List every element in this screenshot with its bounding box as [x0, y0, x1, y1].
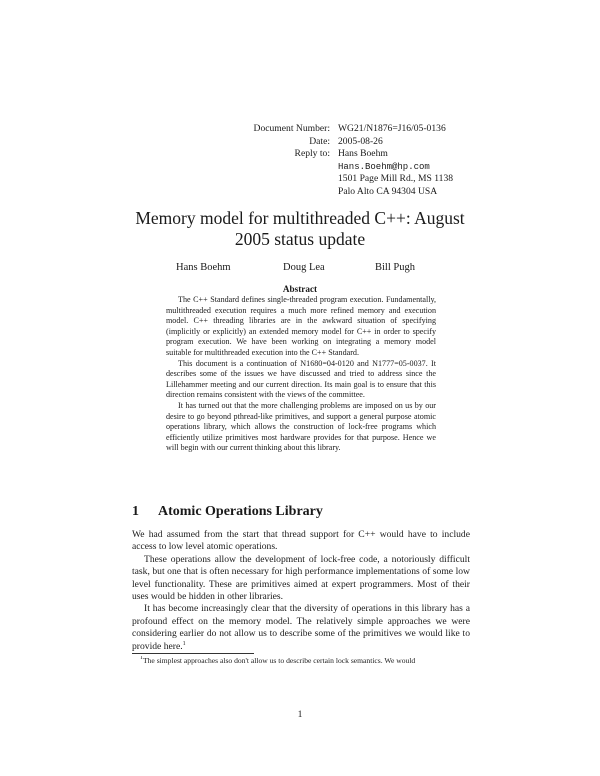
page-number: 1	[297, 709, 303, 720]
footnote-marker[interactable]: 1	[182, 640, 186, 647]
footnote-number: 1	[140, 656, 143, 662]
abstract-heading: Abstract	[282, 284, 318, 294]
author-name: Bill Pugh	[375, 262, 415, 273]
body-paragraph: These operations allow the development of lock-free code, a notoriously difficult task, but one that is often necessary for high performance implementations of some low level functionality. These are primitives aimed at expert programmers. Most of their uses would be hidden in other libraries.	[132, 553, 470, 603]
header-value: Hans Boehm	[338, 148, 388, 160]
abstract-paragraph: It has turned out that the more challenging problems are imposed on us by our desire to go beyond pthread-like primitives, and support a general purpose atomic operations library, which allows the construction of lock-free programs which efficiently utilize primitives most hardware provides for that purpose. Hence we will begin with our current thinking about this library.	[166, 400, 436, 453]
body-paragraph-text: It has become increasingly clear that the diversity of operations in this library has a profound effect on the memory model. The relatively simple approaches we were considering earlier do not allow us to describe some of the primitives we would like to provide here.	[132, 603, 470, 652]
header-value: WG21/N1876=J16/05-0136	[338, 123, 446, 134]
header-key: Reply to:	[294, 148, 330, 160]
contact-email: Hans.Boehm@hp.com	[338, 161, 430, 172]
body-paragraph: We had assumed from the start that thread support for C++ would have to include access to low level atomic operations.	[132, 529, 470, 553]
footnote	[132, 656, 472, 666]
address-line: Palo Alto CA 94304 USA	[338, 185, 438, 197]
abstract-body	[166, 295, 436, 454]
address-line: 1501 Page Mill Rd., MS 1138	[338, 173, 454, 185]
header-value: 2005-08-26	[338, 135, 383, 147]
section-body	[132, 529, 470, 653]
header-key: Date:	[309, 135, 330, 147]
footnote-rule	[132, 653, 254, 654]
body-paragraph	[132, 603, 470, 653]
header-key: Document Number:	[253, 123, 330, 134]
author-name: Hans Boehm	[176, 262, 231, 273]
header-row-email	[238, 161, 508, 174]
section-heading	[132, 504, 323, 520]
header-row-docnum	[238, 123, 508, 136]
document-header	[238, 123, 508, 199]
header-row-address1	[238, 173, 508, 186]
section-title: Atomic Operations Library	[158, 504, 323, 519]
abstract-paragraph: The C++ Standard defines single-threaded program execution. Fundamentally, multithreaded execution requires a much more refined memory and execution model. C++ threading libraries are in the awkward situation of specifying (implicitly or explicitly) an extended memory model for C++ in order to specify program execution. We have been working on integrating a memory model suitable for multithreaded execution into the C++ Standard.	[166, 295, 436, 357]
header-row-address2	[238, 186, 508, 199]
title-line: 2005 status update	[234, 229, 366, 249]
footnote-text: The simplest approaches also don't allow us to describe certain lock semantics. We would	[143, 656, 416, 665]
header-row-reply	[238, 148, 508, 161]
paper-title	[100, 208, 500, 250]
title-line: Memory model for multithreaded C++: August	[135, 208, 465, 228]
abstract-paragraph: This document is a continuation of N1680=04-0120 and N1777=05-0037. It describes some of the issues we have discussed and tried to address since the Lillehammer meeting and our current direction. Its main goal is to ensure that this direction remains consistent with the views of the committee.	[166, 358, 436, 400]
author-name: Doug Lea	[283, 262, 325, 273]
section-number: 1	[132, 504, 139, 519]
header-row-date	[238, 136, 508, 149]
